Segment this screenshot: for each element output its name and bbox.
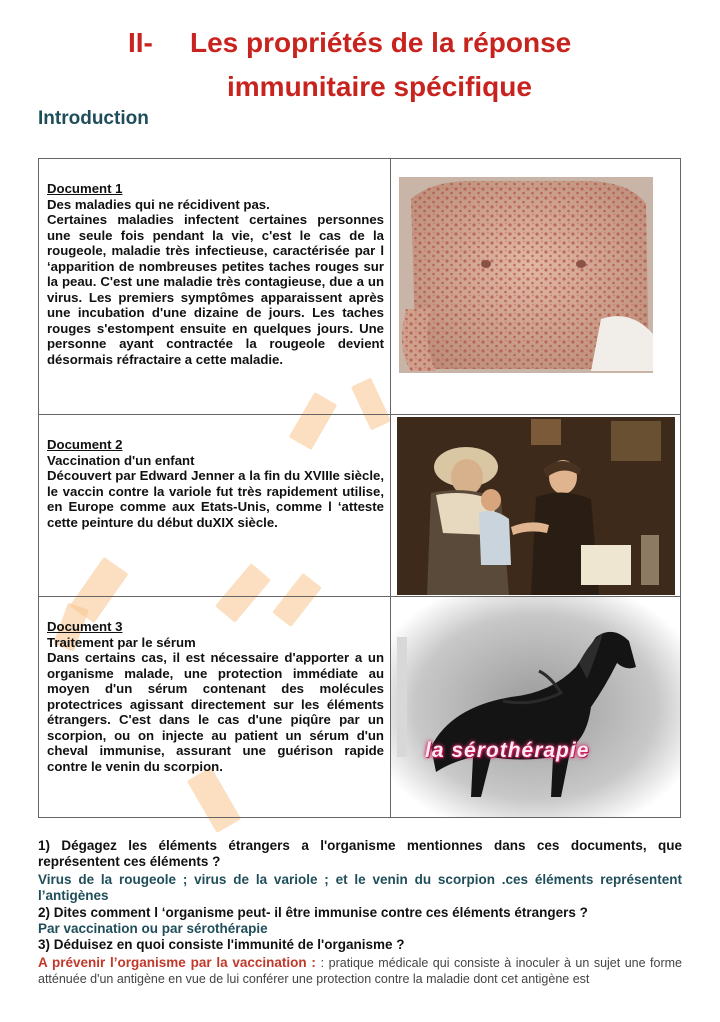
document-image-cell	[391, 597, 680, 817]
answer-1: Virus de la rougeole ; virus de la variole ; et le venin du scorpion .ces éléments représentent l’antigènes	[38, 872, 682, 903]
document-heading: Document 1	[47, 181, 123, 196]
documents-table	[38, 158, 681, 818]
answer-3	[38, 955, 682, 987]
document-image-cell	[391, 415, 680, 596]
document-text-cell	[39, 159, 391, 414]
section-number: II-	[128, 27, 153, 58]
document-row	[39, 597, 680, 817]
question-3: 3) Déduisez en quoi consiste l'immunité de l'organisme ?	[38, 937, 405, 952]
document-body: Certaines maladies infectent certaines personnes une seule fois pendant la vie, c'est le cas de la rougeole, maladie très infectieuse, caractérisée par l ‘apparition de nombreuses petites taches rouges sur la peau. C'est une maladie très contagieuse, due a un virus. Les premiers symptômes apparaissent après une incubation d'une dizaine de jours. Les taches rouges s'estompent ensuite en quelques jours. Une personne ayant contractée la rougeole devient désormais réfractaire a cette maladie.	[47, 212, 384, 367]
document-subtitle: Des maladies qui ne récidivent pas.	[47, 196, 270, 212]
answer-3-lead: A prévenir l’organisme par la vaccination :	[38, 955, 321, 970]
document-heading: Document 2	[47, 437, 123, 452]
document-text-cell	[39, 597, 391, 817]
document-text-cell	[39, 415, 391, 596]
introduction-heading: Introduction	[38, 108, 149, 129]
document-row	[39, 159, 680, 415]
jenner-painting-image	[391, 415, 680, 596]
document-subtitle: Traitement par le sérum	[47, 634, 196, 650]
serotherapy-horse-image	[391, 597, 680, 817]
document-body: Dans certains cas, il est nécessaire d'apporter a un organisme malade, une protection immédiate au moyen d'un sérum contenant des molécules protectrices agissant directement sur les éléments étrangers. C'est dans le cas d'une piqûre par un scorpion, ou on injecte au patient un sérum d'un cheval immunise, assurant une guérison rapide contre le venin du scorpion.	[47, 650, 384, 774]
measles-rash-image	[391, 159, 680, 414]
title-line-1: Les propriétés de la réponse	[190, 27, 572, 58]
title-line-2: immunitaire spécifique	[227, 71, 532, 102]
document-body: Découvert par Edward Jenner a la fin du XVIIIe siècle, le vaccin contre la variole fut très rapidement utilise, en Europe comme aux Etats-Unis, comme l ‘atteste cette peinture du début duXIX siècle.	[47, 468, 384, 530]
document-heading: Document 3	[47, 619, 123, 634]
document-subtitle: Vaccination d'un enfant	[47, 452, 195, 468]
document-row	[39, 415, 680, 597]
question-2: 2) Dites comment l ‘organisme peut- il être immunise contre ces éléments étrangers ?	[38, 905, 588, 920]
question-1: 1) Dégagez les éléments étrangers a l'organisme mentionnes dans ces documents, que représentent ces éléments ?	[38, 838, 682, 869]
serotherapy-caption: la sérothérapie	[425, 739, 590, 762]
answer-2: Par vaccination ou par sérothérapie	[38, 921, 268, 936]
answer-3-detail: : pratique médicale qui consiste à inoculer à un sujet une forme atténuée d'un antigène en vue de lui conférer une protection contre la maladie dont cet antigène est	[38, 956, 682, 986]
document-image-cell	[391, 159, 680, 414]
